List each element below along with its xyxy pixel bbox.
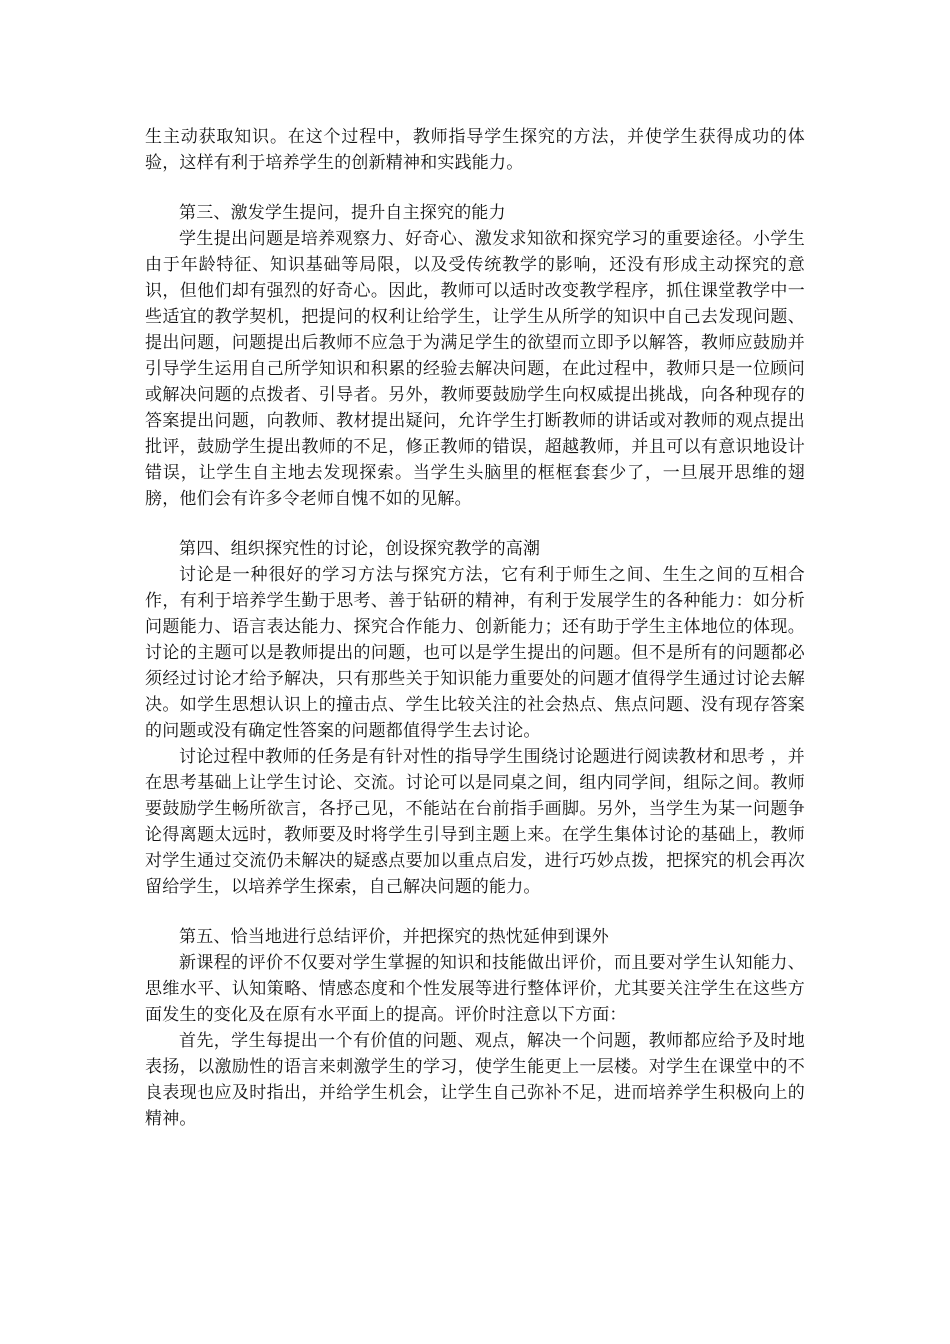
- section3-heading: 第三、激发学生提问，提升自主探究的能力: [179, 203, 506, 223]
- section4-heading: 第四、组织探究性的讨论，创设探究教学的高潮: [179, 539, 541, 559]
- section4-paragraph-2: 讨论过程中教师的任务是有针对性的指导学生围绕讨论题进行阅读教材和思考 ，并在思考基础上让学生讨论、交流。讨论可以是同桌之间，组内同学间，组际之间。教师要鼓励学生畅所欲言，各抒己见，不能站在台前指手画脚。另外，当学生为某一问题争论得离题太远时，教师要及时将学生引导到主题上来。在学生集体讨论的基础上，教师对学生通过交流仍未解决的疑惑点要加以重点启发，进行巧妙点拨，把探究的机会再次留给学生，以培养学生探索，自己解决问题的能力。: [145, 747, 805, 897]
- section4-paragraph-1: 讨论是一种很好的学习方法与探究方法，它有利于师生之间、生生之间的互相合作，有利于培养学生勤于思考、善于钻研的精神，有利于发展学生的各种能力：如分析问题能力、语言表达能力、探究合作能力、创新能力；还有助于学生主体地位的体现。讨论的主题可以是教师提出的问题，也可以是学生提出的问题。但不是所有的问题都必须经过讨论才给予解决，只有那些关于知识能力重要处的问题才值得学生通过讨论去解决。如学生思想认识上的撞击点、学生比较关注的社会热点、焦点问题、没有现存答案的问题或没有确定性答案的问题都值得学生去讨论。: [145, 565, 805, 741]
- intro-paragraph: 生主动获取知识。在这个过程中，教师指导学生探究的方法，并使学生获得成功的体验，这样有利于培养学生的创新精神和实践能力。: [145, 127, 805, 173]
- section5-heading: 第五、恰当地进行总结评价，并把探究的热忱延伸到课外: [179, 927, 609, 947]
- document-page: [145, 124, 805, 1132]
- section3-paragraph-1: 学生提出问题是培养观察力、好奇心、激发求知欲和探究学习的重要途径。小学生由于年龄特征、知识基础等局限，以及受传统教学的影响，还没有形成主动探究的意识，但他们却有强烈的好奇心。因此，教师可以适时改变教学程序，抓住课堂教学中一些适宜的教学契机，把提问的权利让给学生，让学生从所学的知识中自己去发现问题、提出问题，问题提出后教师不应急于为满足学生的欲望而立即予以解答，教师应鼓励并引导学生运用自己所学知识和积累的经验去解决问题，在此过程中，教师只是一位顾问或解决问题的点拨者、引导者。另外，教师要鼓励学生向权威提出挑战，向各种现存的答案提出问题，向教师、教材提出疑问，允许学生打断教师的讲话或对教师的观点提出批评，鼓励学生提出教师的不足，修正教师的错误，超越教师，并且可以有意识地设计错误，让学生自主地去发现探索。当学生头脑里的框框套套少了，一旦展开思维的翅膀，他们会有许多令老师自愧不如的见解。: [145, 229, 805, 509]
- section5-paragraph-1: 新课程的评价不仅要对学生掌握的知识和技能做出评价，而且要对学生认知能力、思维水平、认知策略、情感态度和个性发展等进行整体评价，尤其要关注学生在这些方面发生的变化及在原有水平面上的提高。评价时注意以下方面：: [145, 953, 805, 1025]
- section5-paragraph-2: 首先，学生每提出一个有价值的问题、观点，解决一个问题，教师都应给予及时地表扬，以激励性的语言来刺激学生的学习，使学生能更上一层楼。对学生在课堂中的不良表现也应及时指出，并给学生机会，让学生自己弥补不足，进而培养学生积极向上的精神。: [145, 1031, 805, 1129]
